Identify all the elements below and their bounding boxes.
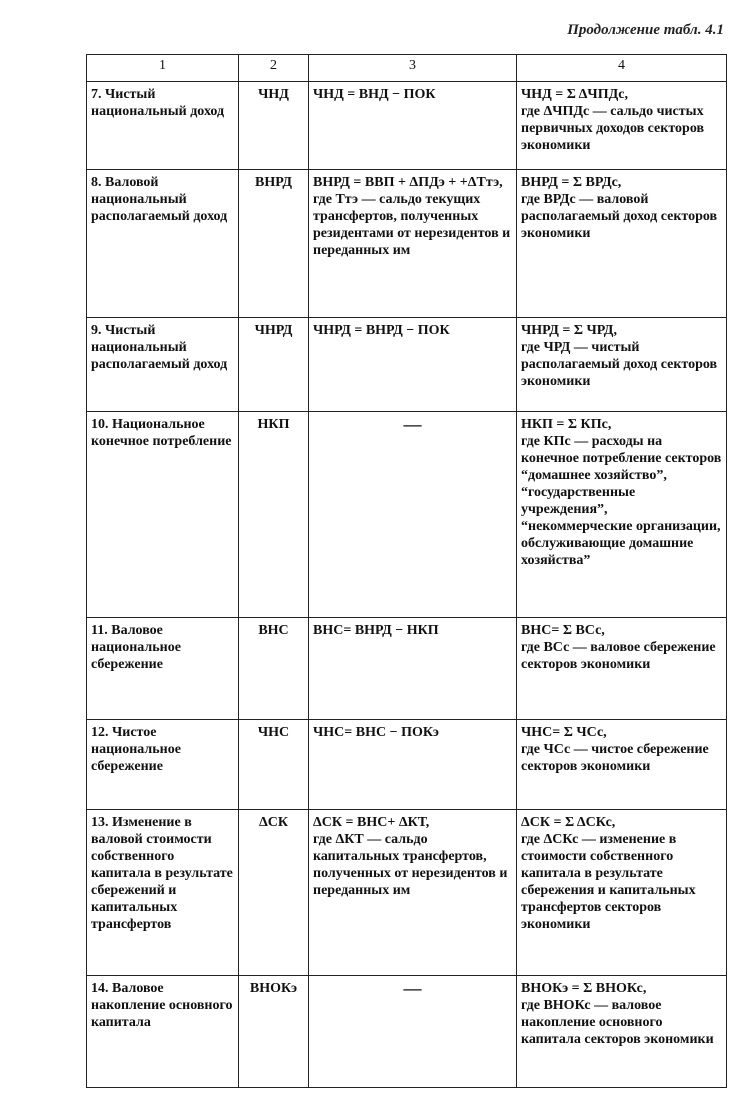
sector-sum-note: где ЧРД — чистый располагаемый доход секторов экономики <box>521 340 718 389</box>
indicator-abbreviation: ВНРД <box>239 170 309 318</box>
table-row <box>87 82 727 170</box>
column-header-2: 2 <box>239 55 309 82</box>
table-caption: Продолжение табл. 4.1 <box>567 22 724 38</box>
calculation-formula-cell <box>309 82 517 170</box>
calculation-formula: ΔСК = ВНС+ ΔКТ, <box>313 815 430 830</box>
sector-sum-formula: НКП = Σ КПс, <box>521 417 612 432</box>
indicator-name: 14. Валовое накопление основного капитала <box>87 976 239 1088</box>
indicator-abbreviation: ВНОКэ <box>239 976 309 1088</box>
calculation-formula-cell <box>309 618 517 720</box>
sector-sum-formula: ЧНД = Σ ΔЧПДс, <box>521 87 628 102</box>
table-body <box>87 82 727 1088</box>
sector-sum-formula: ВНС= Σ ВСс, <box>521 623 605 638</box>
indicators-table <box>86 54 727 1088</box>
calculation-formula: — <box>403 414 422 434</box>
indicator-name: 11. Валовое национальное сбережение <box>87 618 239 720</box>
indicator-name: 9. Чистый национальный располагаемый доход <box>87 318 239 412</box>
table-row <box>87 618 727 720</box>
sector-sum-note: где ВНОКс — валовое накопление основного капитала секторов экономики <box>521 998 714 1047</box>
indicator-abbreviation: ЧНС <box>239 720 309 810</box>
sector-sum-cell <box>517 720 727 810</box>
calculation-formula-note: где ΔКТ — сальдо капитальных трансфертов, полученных от нерезидентов и переданных им <box>313 832 508 898</box>
indicator-name: 13. Изменение в валовой стоимости собственного капитала в результате сбережений и капитальных трансфертов <box>87 810 239 976</box>
sector-sum-formula: ВНОКэ = Σ ВНОКс, <box>521 981 647 996</box>
calculation-formula-cell <box>309 976 517 1088</box>
sector-sum-cell <box>517 810 727 976</box>
sector-sum-note: где ВСс — валовое сбережение секторов экономики <box>521 640 716 672</box>
calculation-formula-note: где Ттэ — сальдо текущих трансфертов, полученных резидентами от нерезидентов и переданных им <box>313 192 511 258</box>
calculation-formula: ВНС= ВНРД − НКП <box>313 623 439 638</box>
indicator-abbreviation: ΔСК <box>239 810 309 976</box>
indicator-name: 10. Национальное конечное потребление <box>87 412 239 618</box>
sector-sum-cell <box>517 82 727 170</box>
table-row <box>87 170 727 318</box>
indicator-name: 7. Чистый национальный доход <box>87 82 239 170</box>
calculation-formula-cell <box>309 318 517 412</box>
sector-sum-formula: ΔСК = Σ ΔСКс, <box>521 815 616 830</box>
calculation-formula-cell <box>309 810 517 976</box>
indicator-name: 8. Валовой национальный располагаемый доход <box>87 170 239 318</box>
table-row <box>87 412 727 618</box>
calculation-formula: ВНРД = ВВП + ΔПДэ + +ΔТтэ, <box>313 175 503 190</box>
table-row <box>87 976 727 1088</box>
table-row <box>87 318 727 412</box>
indicator-abbreviation: ЧНД <box>239 82 309 170</box>
sector-sum-note: где ΔЧПДс — сальдо чистых первичных доходов секторов экономики <box>521 104 705 153</box>
table-row <box>87 810 727 976</box>
sector-sum-cell <box>517 976 727 1088</box>
calculation-formula-cell <box>309 720 517 810</box>
sector-sum-cell <box>517 618 727 720</box>
sector-sum-note: где ВРДс — валовой располагаемый доход секторов экономики <box>521 192 718 241</box>
column-header-3: 3 <box>309 55 517 82</box>
sector-sum-cell <box>517 318 727 412</box>
calculation-formula: — <box>403 978 422 998</box>
sector-sum-note: где ЧСс — чистое сбережение секторов экономики <box>521 742 709 774</box>
sector-sum-formula: ЧНС= Σ ЧСс, <box>521 725 607 740</box>
table-row <box>87 720 727 810</box>
indicator-abbreviation: НКП <box>239 412 309 618</box>
sector-sum-cell <box>517 170 727 318</box>
column-header-4: 4 <box>517 55 727 82</box>
indicator-abbreviation: ЧНРД <box>239 318 309 412</box>
header-row <box>87 55 727 82</box>
indicator-abbreviation: ВНС <box>239 618 309 720</box>
sector-sum-formula: ВНРД = Σ ВРДс, <box>521 175 622 190</box>
sector-sum-cell <box>517 412 727 618</box>
calculation-formula: ЧНРД = ВНРД − ПОК <box>313 323 450 338</box>
calculation-formula-cell <box>309 412 517 618</box>
calculation-formula-cell <box>309 170 517 318</box>
calculation-formula: ЧНС= ВНС − ПОКэ <box>313 725 439 740</box>
indicator-name: 12. Чистое национальное сбережение <box>87 720 239 810</box>
sector-sum-formula: ЧНРД = Σ ЧРД, <box>521 323 617 338</box>
sector-sum-note: где ΔСКс — изменение в стоимости собственного капитала в результате сбережения и капитальных трансфертов секторов экономики <box>521 832 696 932</box>
calculation-formula: ЧНД = ВНД − ПОК <box>313 87 436 102</box>
column-header-1: 1 <box>87 55 239 82</box>
sector-sum-note: где КПс — расходы на конечное потребление секторов “домашнее хозяйство”, “государственные учреждения”, “некоммерческие организации, обслуживающие домашние хозяйства” <box>521 434 722 568</box>
